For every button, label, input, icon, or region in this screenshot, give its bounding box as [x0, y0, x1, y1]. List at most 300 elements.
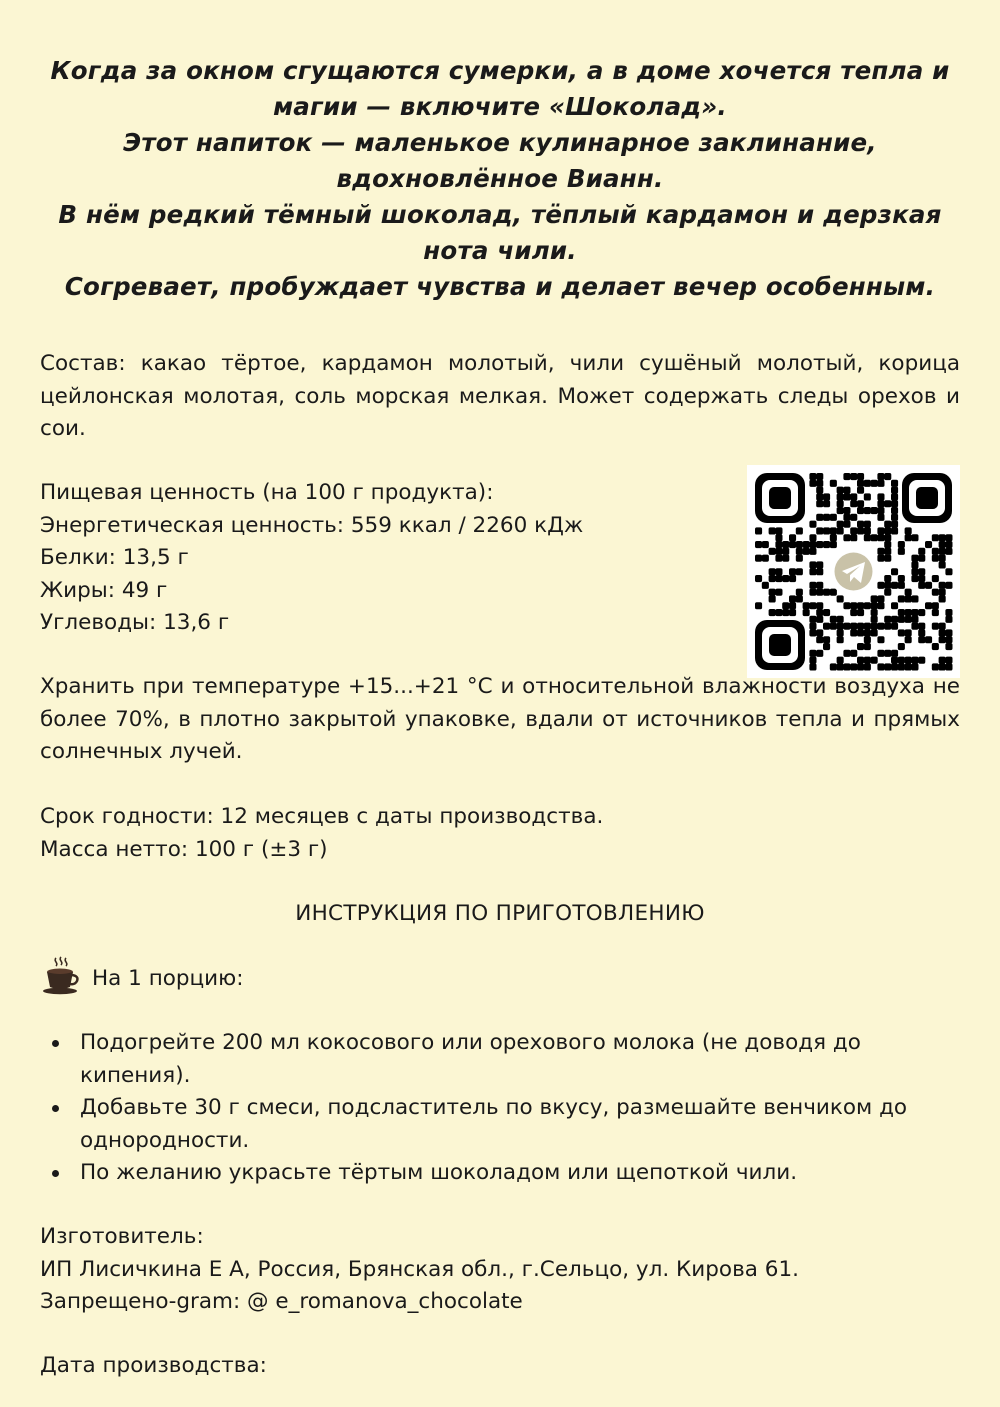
- qr-module: [877, 480, 884, 487]
- qr-module: [877, 500, 884, 507]
- qr-module: [857, 629, 864, 636]
- qr-module: [809, 650, 816, 657]
- qr-module: [789, 609, 796, 616]
- qr-module: [877, 595, 884, 602]
- qr-module: [939, 561, 946, 568]
- qr-module: [884, 582, 891, 589]
- qr-module: [932, 589, 939, 596]
- qr-module: [891, 657, 898, 664]
- qr-module: [911, 595, 918, 602]
- qr-module: [891, 480, 898, 487]
- qr-module: [816, 602, 823, 609]
- qr-module: [945, 663, 952, 670]
- qr-module: [837, 527, 844, 534]
- qr-module: [871, 629, 878, 636]
- qr-module: [809, 548, 816, 555]
- qr-module: [837, 623, 844, 630]
- qr-module: [857, 487, 864, 494]
- qr-module: [857, 507, 864, 514]
- qr-module: [932, 602, 939, 609]
- qr-module: [864, 657, 871, 664]
- qr-module: [857, 521, 864, 528]
- qr-module: [775, 555, 782, 562]
- qr-module: [816, 541, 823, 548]
- qr-module: [871, 507, 878, 514]
- qr-module: [864, 636, 871, 643]
- qr-module: [884, 541, 891, 548]
- qr-module: [775, 527, 782, 534]
- qr-module: [843, 507, 850, 514]
- qr-module: [796, 595, 803, 602]
- manufacturer-info: [40, 1221, 960, 1319]
- qr-module: [816, 480, 823, 487]
- qr-module: [809, 582, 816, 589]
- qr-module: [905, 657, 912, 664]
- qr-module: [911, 561, 918, 568]
- portion-line: [40, 962, 960, 996]
- qr-module: [782, 541, 789, 548]
- nutrition-energy: Энергетическая ценность: 559 ккал / 2260 кДж: [40, 512, 584, 538]
- qr-module: [918, 623, 925, 630]
- qr-module: [837, 629, 844, 636]
- qr-module: [816, 493, 823, 500]
- composition-text: Состав: какао тёртое, кардамон молотый, чили сушёный молотый, корица цейлонская молотая, соль морская мелкая. Может содержать следы орехов и сои.: [40, 351, 960, 441]
- qr-module: [850, 493, 857, 500]
- qr-module: [911, 609, 918, 616]
- qr-module: [898, 629, 905, 636]
- intro-line: Когда за окном сгущаются сумерки, а в доме хочется тепла и: [50, 56, 950, 85]
- qr-module: [837, 663, 844, 670]
- qr-module: [803, 609, 810, 616]
- qr-module: [816, 527, 823, 534]
- qr-module: [769, 548, 776, 555]
- qr-module: [864, 534, 871, 541]
- qr-module: [809, 629, 816, 636]
- qr-module: [939, 589, 946, 596]
- qr-module: [864, 493, 871, 500]
- qr-module: [769, 609, 776, 616]
- qr-module: [884, 650, 891, 657]
- qr-module: [932, 643, 939, 650]
- qr-module: [939, 534, 946, 541]
- qr-module: [823, 643, 830, 650]
- qr-module: [871, 657, 878, 664]
- qr-code[interactable]: [747, 465, 960, 678]
- telegram-icon: [829, 547, 879, 597]
- qr-module: [816, 636, 823, 643]
- qr-module: [884, 534, 891, 541]
- qr-module: [925, 602, 932, 609]
- qr-module: [789, 534, 796, 541]
- qr-module: [809, 602, 816, 609]
- qr-module: [925, 582, 932, 589]
- qr-module: [905, 595, 912, 602]
- qr-module: [803, 602, 810, 609]
- qr-module: [830, 589, 837, 596]
- qr-module: [796, 555, 803, 562]
- qr-module: [823, 514, 830, 521]
- qr-module: [830, 480, 837, 487]
- qr-module: [884, 663, 891, 670]
- storage-text: Хранить при температуре +15...+21 °С и относительной влажности воздуха не более 70%, в плотно закрытой упаковке, вдали от источников тепла и прямых солнечных лучей.: [40, 674, 960, 764]
- qr-module: [864, 602, 871, 609]
- qr-module: [905, 534, 912, 541]
- qr-module: [877, 650, 884, 657]
- qr-module: [775, 534, 782, 541]
- qr-module: [911, 555, 918, 562]
- qr-module: [837, 521, 844, 528]
- qr-module: [782, 548, 789, 555]
- qr-module: [918, 636, 925, 643]
- qr-module: [809, 561, 816, 568]
- qr-module: [945, 643, 952, 650]
- qr-module: [830, 527, 837, 534]
- qr-module: [945, 582, 952, 589]
- qr-module: [823, 527, 830, 534]
- qr-module: [891, 487, 898, 494]
- qr-module: [837, 657, 844, 664]
- qr-module: [775, 609, 782, 616]
- net-weight: Масса нетто: 100 г (±3 г): [40, 836, 328, 862]
- nutrition-facts: [40, 477, 740, 640]
- qr-module: [823, 623, 830, 630]
- qr-module: [871, 480, 878, 487]
- qr-module: [905, 589, 912, 596]
- list-item: Подогрейте 200 мл кокосового или орехового молока (не доводя до кипения).: [40, 1027, 960, 1092]
- instructions-heading: ИНСТРУКЦИЯ ПО ПРИГОТОВЛЕНИЮ: [295, 901, 705, 926]
- qr-module: [789, 541, 796, 548]
- qr-module: [789, 602, 796, 609]
- qr-module: [884, 548, 891, 555]
- qr-module: [891, 507, 898, 514]
- qr-module: [843, 663, 850, 670]
- qr-module: [877, 555, 884, 562]
- qr-module: [857, 500, 864, 507]
- qr-module: [871, 595, 878, 602]
- qr-module: [843, 521, 850, 528]
- qr-module: [762, 582, 769, 589]
- qr-module: [809, 589, 816, 596]
- qr-module: [762, 555, 769, 562]
- qr-module: [905, 629, 912, 636]
- qr-finder-bottom-left: [755, 620, 805, 670]
- qr-module: [898, 609, 905, 616]
- qr-module: [809, 521, 816, 528]
- qr-module: [884, 616, 891, 623]
- qr-module: [823, 636, 830, 643]
- qr-module: [809, 480, 816, 487]
- qr-module: [769, 527, 776, 534]
- qr-module: [809, 663, 816, 670]
- qr-module: [850, 629, 857, 636]
- qr-module: [857, 609, 864, 616]
- qr-module: [898, 616, 905, 623]
- qr-module: [877, 514, 884, 521]
- qr-module: [823, 589, 830, 596]
- qr-module: [864, 507, 871, 514]
- qr-module: [871, 623, 878, 630]
- nutrition-carbs: Углеводы: 13,6 г: [40, 610, 230, 635]
- qr-module: [877, 636, 884, 643]
- qr-module: [843, 487, 850, 494]
- qr-module: [932, 534, 939, 541]
- qr-module: [891, 527, 898, 534]
- qr-module: [843, 602, 850, 609]
- qr-module: [823, 493, 830, 500]
- qr-finder-top-left: [755, 473, 805, 523]
- qr-module: [782, 609, 789, 616]
- qr-module: [816, 487, 823, 494]
- qr-module: [918, 555, 925, 562]
- qr-module: [939, 582, 946, 589]
- qr-module: [809, 541, 816, 548]
- qr-module: [925, 636, 932, 643]
- qr-module: [905, 616, 912, 623]
- qr-module: [816, 589, 823, 596]
- qr-module: [884, 527, 891, 534]
- qr-module: [877, 493, 884, 500]
- qr-module: [789, 595, 796, 602]
- qr-module: [898, 575, 905, 582]
- qr-module: [857, 623, 864, 630]
- qr-module: [918, 548, 925, 555]
- qr-module: [911, 568, 918, 575]
- qr-module: [843, 473, 850, 480]
- qr-module: [830, 514, 837, 521]
- qr-module: [932, 555, 939, 562]
- qr-module: [830, 623, 837, 630]
- qr-module: [775, 568, 782, 575]
- qr-module: [884, 623, 891, 630]
- shelf-life: Срок годности: 12 месяцев с даты производства.: [40, 804, 604, 829]
- qr-module: [918, 609, 925, 616]
- qr-module: [850, 500, 857, 507]
- qr-module: [945, 616, 952, 623]
- qr-module: [769, 568, 776, 575]
- qr-module: [850, 514, 857, 521]
- qr-module: [898, 643, 905, 650]
- qr-module: [884, 575, 891, 582]
- qr-module: [837, 500, 844, 507]
- qr-module: [837, 616, 844, 623]
- qr-module: [945, 609, 952, 616]
- qr-module: [816, 582, 823, 589]
- qr-module: [891, 602, 898, 609]
- list-item: По желанию украсьте тёртым шоколадом или щепоткой чили.: [40, 1157, 960, 1190]
- qr-module: [850, 527, 857, 534]
- qr-module: [769, 595, 776, 602]
- qr-module: [898, 657, 905, 664]
- qr-module: [796, 527, 803, 534]
- qr-module: [939, 548, 946, 555]
- qr-module: [816, 568, 823, 575]
- qr-module: [939, 629, 946, 636]
- qr-module: [877, 602, 884, 609]
- qr-module: [843, 534, 850, 541]
- qr-module: [911, 657, 918, 664]
- qr-module: [816, 561, 823, 568]
- qr-module: [939, 657, 946, 664]
- qr-module: [823, 541, 830, 548]
- shelf-info: [40, 801, 960, 866]
- qr-module: [816, 616, 823, 623]
- qr-module: [816, 650, 823, 657]
- qr-module: [932, 548, 939, 555]
- qr-module: [898, 582, 905, 589]
- qr-module: [843, 650, 850, 657]
- instruction-steps: [40, 1027, 960, 1190]
- qr-module: [911, 575, 918, 582]
- qr-module: [898, 663, 905, 670]
- portion-label: На 1 порцию:: [92, 965, 244, 991]
- qr-module: [918, 657, 925, 664]
- qr-module: [755, 541, 762, 548]
- qr-module: [945, 657, 952, 664]
- qr-module: [796, 548, 803, 555]
- qr-module: [775, 548, 782, 555]
- qr-module: [898, 541, 905, 548]
- qr-module: [891, 582, 898, 589]
- qr-module: [891, 493, 898, 500]
- qr-module: [769, 575, 776, 582]
- qr-module: [803, 548, 810, 555]
- qr-module: [871, 602, 878, 609]
- qr-module: [891, 616, 898, 623]
- qr-module: [782, 575, 789, 582]
- qr-module: [898, 548, 905, 555]
- qr-module: [945, 636, 952, 643]
- qr-module: [877, 527, 884, 534]
- qr-module: [809, 473, 816, 480]
- production-date-label: Дата производства:: [40, 1353, 267, 1378]
- intro-line: Согревает, пробуждает чувства и делает вечер особенным.: [64, 272, 936, 301]
- qr-module: [871, 609, 878, 616]
- qr-finder-top-right: [902, 473, 952, 523]
- qr-module: [939, 541, 946, 548]
- list-item: Добавьте 30 г смеси, подсластитель по вкусу, размешайте венчиком до однородности.: [40, 1092, 960, 1157]
- qr-module: [816, 500, 823, 507]
- qr-module: [857, 480, 864, 487]
- qr-module: [755, 575, 762, 582]
- qr-module: [932, 663, 939, 670]
- qr-module: [789, 568, 796, 575]
- qr-module: [891, 514, 898, 521]
- qr-module: [905, 609, 912, 616]
- qr-module: [809, 657, 816, 664]
- qr-module: [864, 480, 871, 487]
- qr-module: [857, 663, 864, 670]
- qr-module: [877, 473, 884, 480]
- qr-module: [939, 636, 946, 643]
- qr-module: [837, 636, 844, 643]
- qr-module: [823, 609, 830, 616]
- qr-module: [945, 629, 952, 636]
- qr-module: [877, 663, 884, 670]
- qr-module: [837, 507, 844, 514]
- qr-module: [857, 602, 864, 609]
- intro-line: В нём редкий тёмный шоколад, тёплый кардамон и дерзкая: [58, 200, 942, 229]
- qr-module: [830, 534, 837, 541]
- qr-module: [925, 541, 932, 548]
- qr-module: [775, 541, 782, 548]
- qr-module: [755, 602, 762, 609]
- qr-module: [871, 534, 878, 541]
- manufacturer-address: ИП Лисичкина Е А, Россия, Брянская обл., г.Сельцо, ул. Кирова 61.: [40, 1256, 799, 1282]
- qr-module: [891, 568, 898, 575]
- qr-module: [877, 582, 884, 589]
- qr-module: [850, 623, 857, 630]
- qr-module: [864, 663, 871, 670]
- qr-module: [945, 534, 952, 541]
- qr-module: [755, 527, 762, 534]
- qr-module: [857, 527, 864, 534]
- qr-module: [911, 534, 918, 541]
- qr-module: [911, 616, 918, 623]
- qr-module: [816, 629, 823, 636]
- qr-module: [905, 636, 912, 643]
- coffee-cup-icon: [40, 956, 80, 996]
- nutrition-fat: Жиры: 49 г: [40, 577, 168, 603]
- nutrition-title: Пищевая ценность (на 100 г продукта):: [40, 480, 494, 505]
- intro-line: нота чили.: [423, 236, 577, 265]
- qr-module: [884, 500, 891, 507]
- qr-module: [843, 514, 850, 521]
- qr-module: [945, 548, 952, 555]
- intro-text: [40, 53, 960, 305]
- qr-module: [830, 663, 837, 670]
- qr-module: [775, 589, 782, 596]
- nutrition-protein: Белки: 13,5 г: [40, 545, 189, 570]
- qr-module: [905, 527, 912, 534]
- qr-module: [857, 657, 864, 664]
- qr-module: [809, 616, 816, 623]
- qr-module: [911, 663, 918, 670]
- qr-module: [939, 555, 946, 562]
- qr-module: [939, 663, 946, 670]
- qr-module: [905, 663, 912, 670]
- qr-module: [782, 602, 789, 609]
- qr-module: [918, 575, 925, 582]
- qr-module: [823, 500, 830, 507]
- qr-module: [898, 595, 905, 602]
- qr-module: [939, 623, 946, 630]
- intro-line: магии — включите «Шоколад».: [273, 92, 727, 121]
- qr-module: [796, 568, 803, 575]
- qr-module: [857, 473, 864, 480]
- qr-module: [809, 623, 816, 630]
- qr-module: [877, 534, 884, 541]
- qr-module: [837, 595, 844, 602]
- qr-module: [945, 568, 952, 575]
- qr-module: [877, 507, 884, 514]
- qr-module: [864, 527, 871, 534]
- qr-module: [918, 629, 925, 636]
- qr-module: [911, 623, 918, 630]
- qr-module: [864, 521, 871, 528]
- qr-module: [796, 589, 803, 596]
- qr-module: [891, 521, 898, 528]
- qr-module: [762, 541, 769, 548]
- qr-module: [932, 575, 939, 582]
- qr-module: [871, 616, 878, 623]
- qr-module: [843, 623, 850, 630]
- qr-code-graphic: [747, 465, 960, 678]
- qr-module: [789, 575, 796, 582]
- qr-module: [775, 575, 782, 582]
- qr-module: [837, 493, 844, 500]
- qr-module: [850, 534, 857, 541]
- qr-module: [843, 493, 850, 500]
